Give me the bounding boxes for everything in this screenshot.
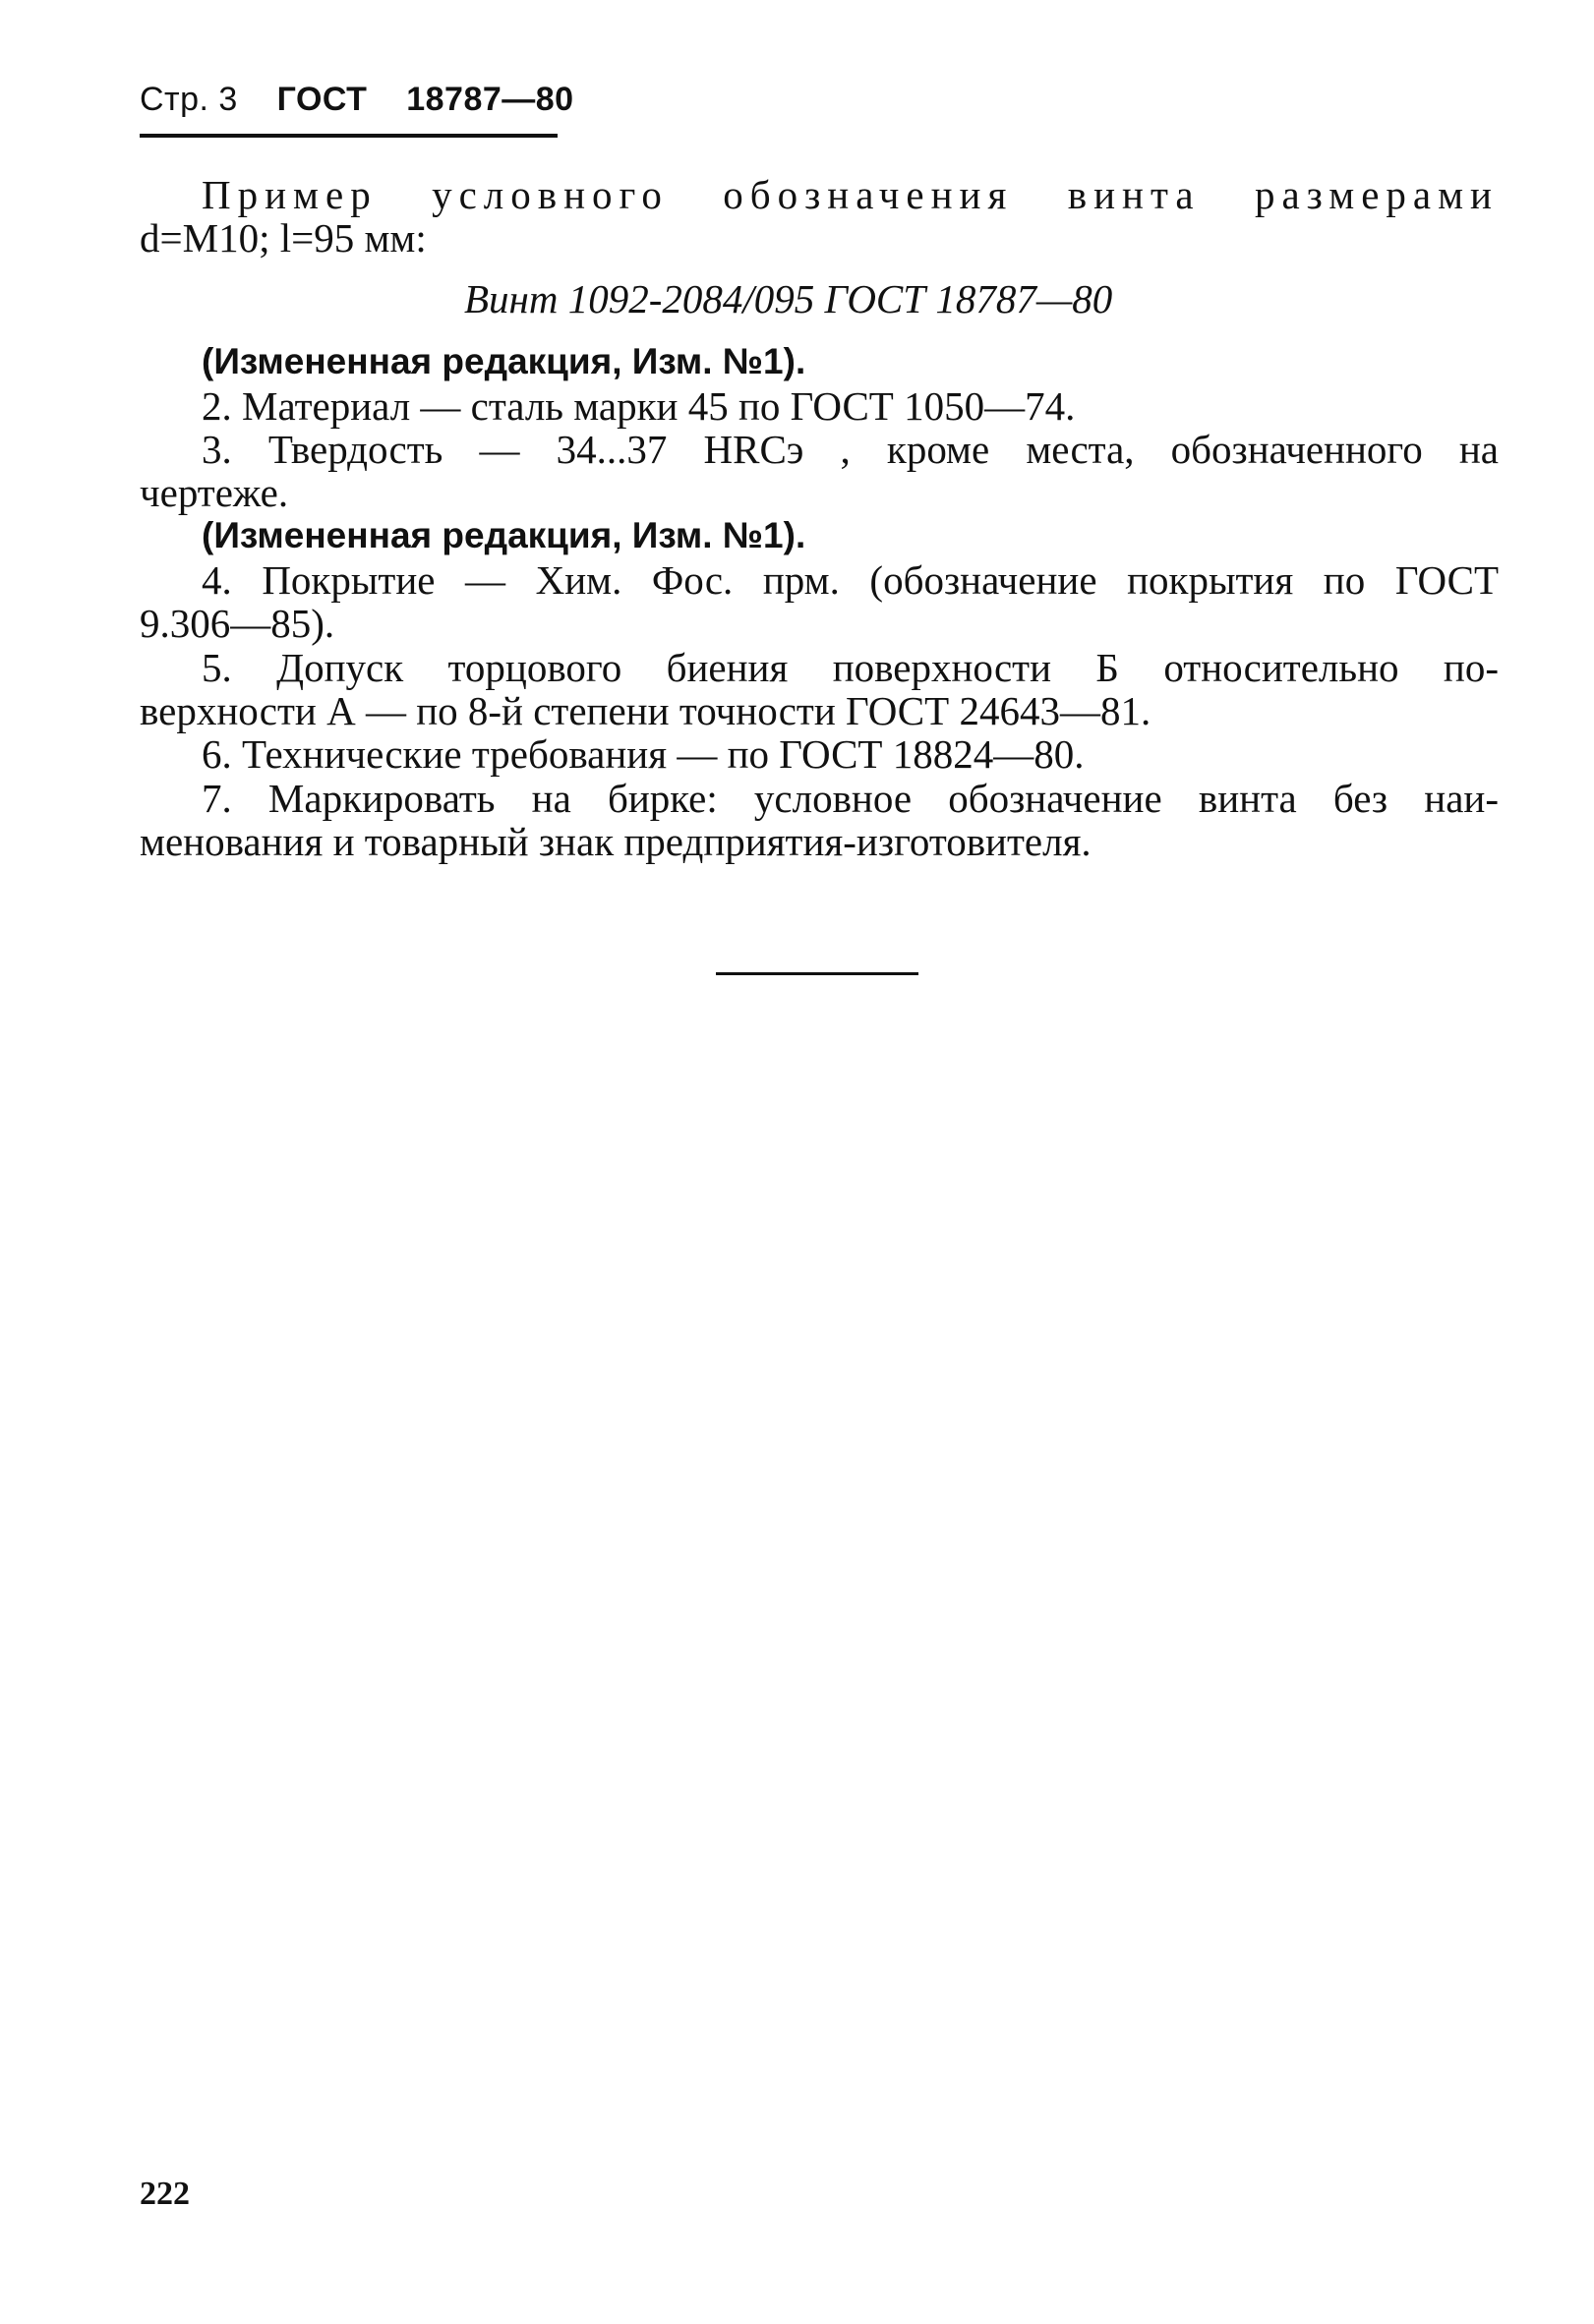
item-5-line-1: 5. Допуск торцового биения поверхности Б относительно по- — [202, 645, 1499, 690]
item-4-line-1: 4. Покрытие — Хим. Фос. прм. (обозначение покрытия по ГОСТ — [202, 557, 1499, 603]
example-line-2: d=M10; l=95 мм: — [140, 215, 427, 261]
page-number: 222 — [140, 2176, 190, 2212]
item-2: 2. Материал — сталь марки 45 по ГОСТ 1050—74. — [202, 383, 1076, 429]
item-6: 6. Технические требования — по ГОСТ 18824—80. — [202, 731, 1085, 777]
item-3-line-2: чертеже. — [140, 470, 289, 515]
revision-note-1: (Измененная редакция, Изм. №1). — [202, 341, 806, 381]
item-4-line-2: 9.306—85). — [140, 601, 335, 646]
page-label: Стр. 3 — [140, 81, 238, 118]
standard-number: 18787—80 — [406, 81, 574, 118]
standard-label: ГОСТ — [276, 81, 368, 118]
item-3-line-1: 3. Твердость — 34...37 HRCэ , кроме места, обозначенного на — [202, 427, 1499, 472]
item-7-line-1: 7. Маркировать на бирке: условное обозначение винта без наи- — [202, 776, 1499, 821]
item-5-line-2: верхности А — по 8-й степени точности ГОСТ 24643—81. — [140, 688, 1151, 733]
page-header — [140, 81, 574, 119]
revision-note-2: (Измененная редакция, Изм. №1). — [202, 515, 806, 555]
section-divider — [716, 972, 918, 975]
item-7-line-2: менования и товарный знак предприятия-изготовителя. — [140, 819, 1092, 864]
header-rule — [140, 134, 558, 138]
designation: Винт 1092-2084/095 ГОСТ 18787—80 — [464, 276, 1113, 321]
example-line-1: Пример условного обозначения винта размерами — [202, 172, 1499, 217]
